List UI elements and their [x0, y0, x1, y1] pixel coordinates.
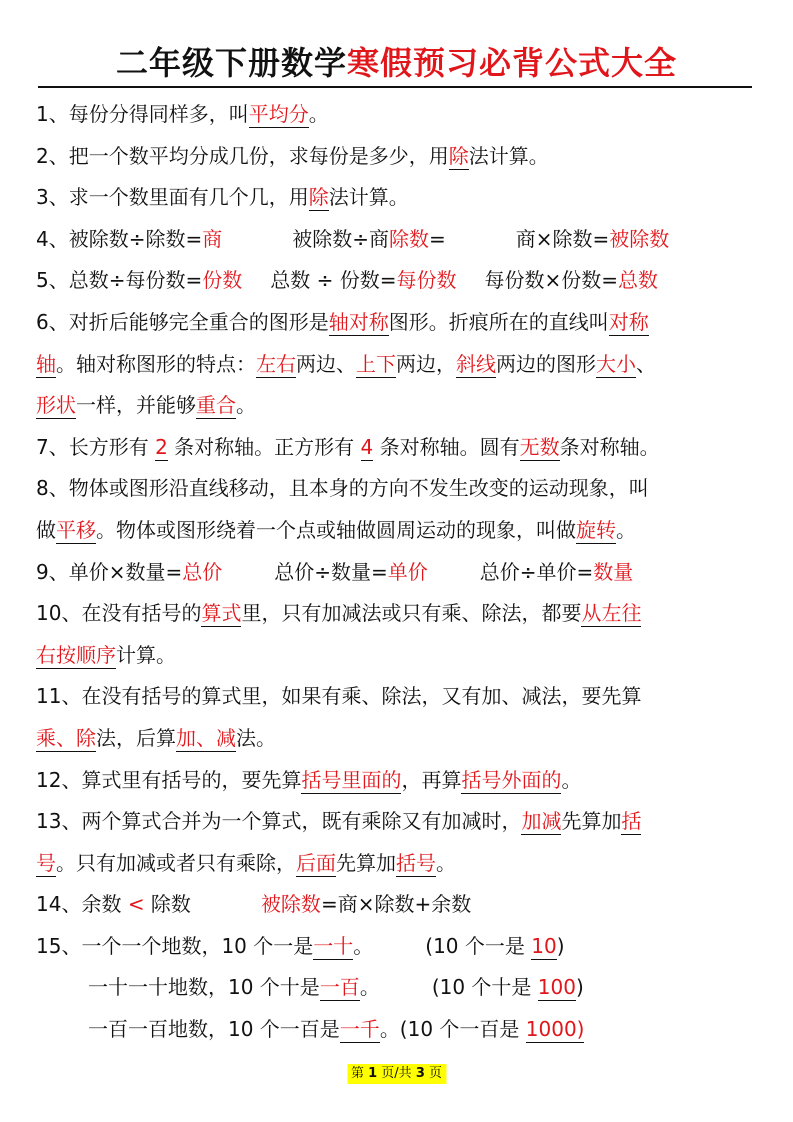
text-segment: 做	[36, 517, 56, 542]
text-segment: =	[429, 226, 446, 251]
text-segment: 。	[561, 767, 582, 792]
highlight-answer: 括号	[396, 850, 436, 875]
highlight-answer: 被除数	[609, 226, 670, 251]
highlight-answer: 总价	[182, 559, 223, 584]
text-segment: 7、长方形有	[36, 434, 156, 459]
highlight-answer: 一百	[319, 975, 360, 1000]
text-segment: 3、求一个数里面有几个几，用	[36, 185, 309, 210]
text-segment: 。	[359, 975, 380, 1000]
text-segment: 。物体或图形绕着一个点或轴做圆周运动的现象，叫做	[96, 517, 576, 542]
text-segment: 。	[436, 850, 456, 875]
highlight-answer: 单价	[387, 559, 428, 584]
footer-suffix: 页	[424, 1066, 443, 1081]
highlight-answer: 括	[621, 809, 642, 834]
highlight-answer: 重合	[196, 393, 236, 418]
text-segment: 15、一个一个地数，10 个一是	[36, 933, 314, 958]
text-segment: ，再算	[401, 767, 462, 792]
text-segment: 法计算。	[468, 143, 549, 168]
highlight-answer: 10	[531, 933, 557, 958]
highlight-answer: 上下	[356, 351, 396, 376]
highlight-answer: 后面	[296, 850, 336, 875]
text-segment: 计算。	[116, 642, 176, 667]
text-segment: (10 个十是	[431, 975, 538, 1000]
text-segment: 。(10 个一百是	[379, 1017, 526, 1042]
text-line	[36, 967, 758, 1009]
highlight-answer: 右按顺序	[36, 642, 116, 667]
text-segment: 4、被除数÷除数=	[36, 226, 203, 251]
text-segment: 法，后算	[96, 725, 176, 750]
highlight-answer: 括号里面的	[301, 767, 402, 792]
highlight-answer: 数量	[593, 559, 634, 584]
text-segment: 条对称轴。	[559, 434, 660, 459]
title-red-part: 寒假预习必背公式大全	[347, 44, 678, 82]
text-segment: (10 个一是	[425, 933, 532, 958]
highlight-answer: 总数	[618, 268, 658, 293]
page-title	[0, 38, 793, 84]
text-line	[36, 468, 758, 510]
footer-prefix: 第	[350, 1066, 369, 1081]
text-line	[36, 385, 758, 427]
text-segment: 2、把一个数平均分成几份，求每份是多少，用	[36, 143, 449, 168]
text-segment: 除数	[144, 892, 191, 917]
highlight-answer: 括号外面的	[461, 767, 562, 792]
text-segment: 先算加	[336, 850, 396, 875]
highlight-answer: 份数	[202, 268, 243, 293]
highlight-answer: 除数	[389, 226, 430, 251]
highlight-answer: 从左往	[581, 601, 642, 626]
highlight-answer: 平均分	[248, 102, 309, 126]
text-segment: 13、两个算式合并为一个算式，既有乘除又有加减时，	[36, 809, 522, 834]
highlight-answer: 斜线	[456, 351, 496, 376]
text-segment: 条对称轴。圆有	[373, 434, 520, 459]
text-line	[36, 843, 758, 885]
text-segment: 。	[353, 933, 374, 958]
highlight-answer: 2	[155, 434, 168, 459]
text-segment: 法计算。	[328, 185, 409, 210]
text-segment: =商×除数+余数	[320, 892, 472, 917]
highlight-answer: <	[127, 892, 145, 917]
text-line	[36, 718, 758, 760]
highlight-answer: 旋转	[576, 517, 616, 542]
text-segment: 图形。折痕所在的直线叫	[388, 309, 609, 334]
highlight-answer: 被除数	[260, 892, 321, 917]
text-line	[36, 177, 758, 219]
page-footer	[347, 1064, 446, 1084]
highlight-answer: 商	[202, 226, 223, 251]
text-line	[36, 676, 758, 718]
text-line	[36, 801, 758, 843]
highlight-answer: 除	[308, 185, 329, 210]
text-line	[36, 884, 758, 926]
text-segment: 一十一十地数，10 个十是	[88, 975, 320, 1000]
text-line	[36, 1009, 758, 1051]
text-segment: 。轴对称图形的特点：	[56, 351, 256, 376]
text-segment: 1、每份分得同样多，叫	[36, 102, 249, 126]
title-black-part: 二年级下册数学	[115, 44, 347, 82]
text-segment: 。	[308, 102, 329, 126]
text-line	[36, 219, 758, 261]
text-segment: 里，只有加减法或只有乘、除法，都要	[241, 601, 582, 626]
text-segment: )	[556, 933, 565, 958]
highlight-answer: 平移	[56, 517, 96, 542]
text-line	[36, 635, 758, 677]
text-segment: 两边，	[396, 351, 456, 376]
text-segment: 总价÷单价=	[479, 559, 594, 584]
highlight-answer: 算式	[201, 601, 242, 626]
highlight-answer: 4	[360, 434, 374, 459]
text-segment: 一样，并能够	[76, 393, 196, 418]
text-segment: 10、在没有括号的	[36, 601, 202, 626]
highlight-answer: 加、减	[176, 725, 236, 750]
highlight-answer: 每份数	[396, 268, 457, 293]
text-segment: 条对称轴。正方形有	[167, 434, 361, 459]
text-segment: 被除数÷商	[292, 226, 390, 251]
highlight-answer: 形状	[36, 393, 76, 418]
text-segment: 12、算式里有括号的，要先算	[36, 767, 302, 792]
text-line	[36, 344, 758, 386]
highlight-answer: 无数	[519, 434, 560, 459]
highlight-answer: 轴对称	[328, 309, 389, 334]
text-segment: 14、余数	[36, 892, 128, 917]
text-segment: 商×除数=	[515, 226, 610, 251]
highlight-answer: 1000)	[525, 1017, 585, 1042]
highlight-answer: 乘、除	[36, 725, 96, 750]
text-segment: 11、在没有括号的算式里，如果有乘、除法，又有加、减法，要先算	[36, 684, 642, 709]
text-segment: 、	[636, 351, 656, 376]
highlight-answer: 左右	[256, 351, 296, 376]
footer-middle: 页/共	[377, 1066, 416, 1081]
title-underline	[38, 86, 752, 88]
highlight-answer: 100	[537, 975, 576, 1000]
text-segment: )	[575, 975, 584, 1000]
text-line	[36, 926, 758, 968]
highlight-answer: 加减	[521, 809, 562, 834]
text-segment: 9、单价×数量=	[36, 559, 183, 584]
formula-list	[36, 94, 758, 1051]
text-line	[36, 260, 758, 302]
text-line	[36, 593, 758, 635]
highlight-answer: 轴	[36, 351, 56, 376]
text-segment: 。	[236, 393, 256, 418]
text-segment: 8、物体或图形沿直线移动，且本身的方向不发生改变的运动现象，叫	[36, 476, 649, 501]
text-line	[36, 136, 758, 178]
text-segment: 法。	[236, 725, 276, 750]
highlight-answer: 一千	[339, 1017, 380, 1042]
text-line	[36, 510, 758, 552]
text-segment: 先算加	[561, 809, 622, 834]
text-segment: 。	[616, 517, 636, 542]
text-segment: 两边、	[296, 351, 356, 376]
highlight-answer: 号	[36, 850, 56, 875]
text-segment: 5、总数÷每份数=	[36, 268, 203, 293]
text-segment: 6、对折后能够完全重合的图形是	[36, 309, 329, 334]
text-segment: 总价÷数量=	[274, 559, 388, 584]
text-segment: 总数 ÷ 份数=	[270, 268, 397, 293]
text-line	[36, 760, 758, 802]
text-line	[36, 94, 758, 136]
footer-page-number: 1	[368, 1066, 378, 1081]
text-line	[36, 552, 758, 594]
text-segment: 一百一百地数，10 个一百是	[88, 1017, 340, 1042]
highlight-answer: 一十	[313, 933, 354, 958]
text-segment: 两边的图形	[496, 351, 596, 376]
text-segment: 。只有加减或者只有乘除，	[56, 850, 296, 875]
text-segment: 每份数×份数=	[484, 268, 618, 293]
text-line	[36, 302, 758, 344]
text-line	[36, 427, 758, 469]
highlight-answer: 除	[448, 143, 469, 168]
footer-total-pages: 3	[415, 1066, 425, 1081]
highlight-answer: 对称	[608, 309, 649, 334]
highlight-answer: 大小	[596, 351, 636, 376]
